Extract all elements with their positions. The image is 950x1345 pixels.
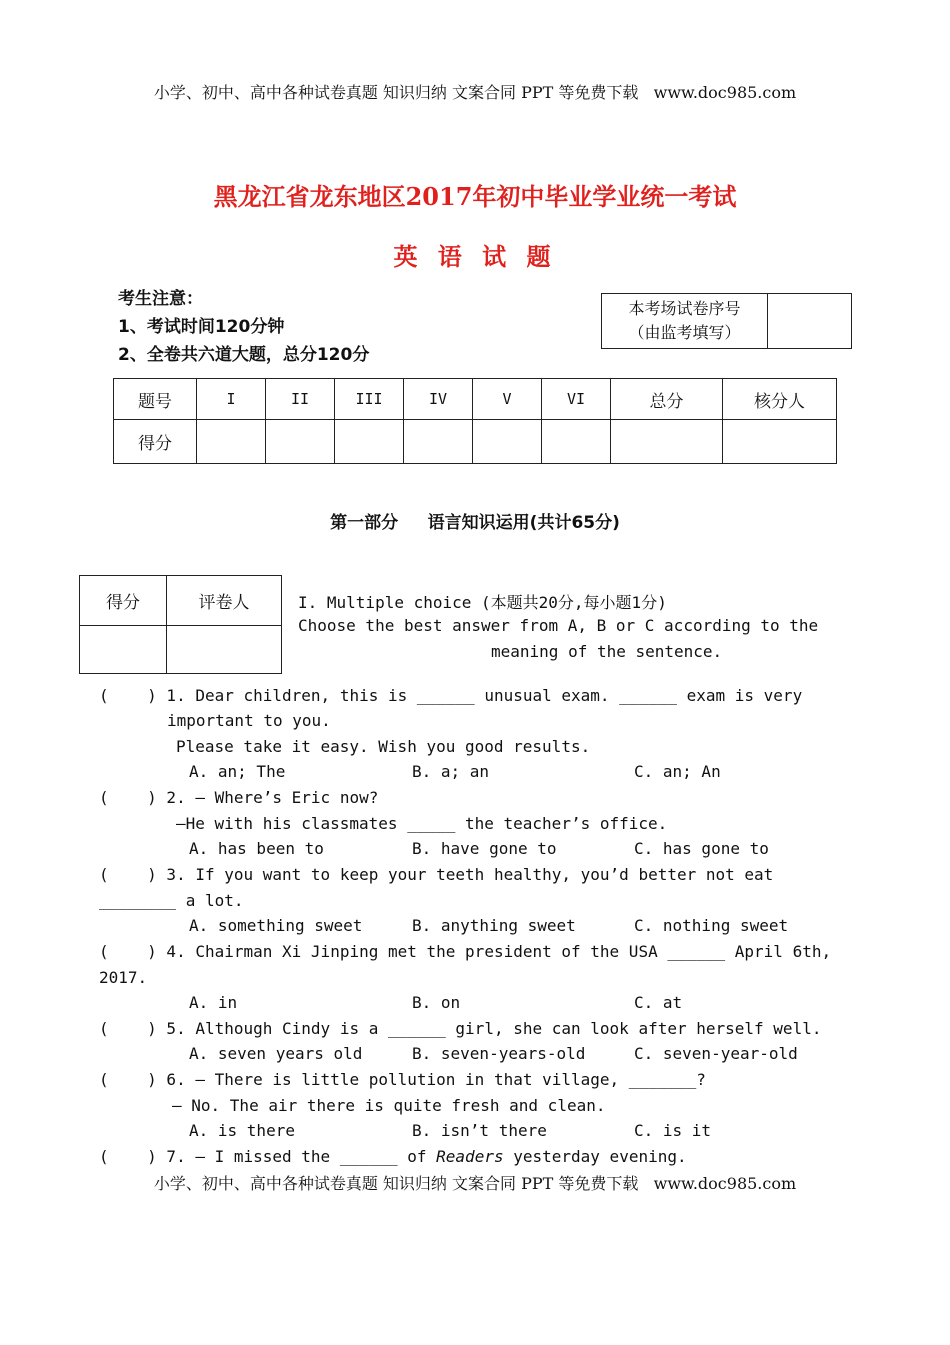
option-c[interactable]: C. nothing sweet — [634, 916, 789, 935]
question-stem: ( ) 6. — There is little pollution in that village, _______? — [99, 1070, 706, 1089]
option-b[interactable]: B. isn’t there — [412, 1121, 547, 1140]
score-header: 题号 — [114, 379, 197, 420]
notice-heading: 考生注意： — [118, 289, 203, 309]
serial-input-cell[interactable] — [768, 294, 852, 349]
option-b[interactable]: B. seven-years-old — [412, 1044, 586, 1063]
question-line: 2017. — [99, 968, 148, 987]
score-header: VI — [542, 379, 611, 420]
option-a[interactable]: A. seven years old — [189, 1044, 363, 1063]
score-cell[interactable] — [197, 420, 266, 464]
question-stem-7 — [99, 1147, 687, 1166]
option-a[interactable]: A. has been to — [189, 839, 324, 858]
notice-item: 2、全卷共六道大题，总分120分 — [118, 345, 370, 365]
score-cell[interactable] — [473, 420, 542, 464]
grader-score-label: 得分 — [80, 576, 167, 626]
grader-box — [79, 575, 282, 674]
option-a[interactable]: A. an; The — [189, 762, 286, 781]
score-table — [113, 378, 837, 464]
score-cell[interactable] — [404, 420, 473, 464]
score-cell[interactable] — [723, 420, 837, 464]
q7-after: yesterday evening. — [503, 1147, 687, 1166]
question-line: important to you. — [167, 711, 331, 730]
score-header: 总分 — [611, 379, 723, 420]
option-a[interactable]: A. is there — [189, 1121, 295, 1140]
question-line: —He with his classmates _____ the teacher’s office. — [176, 814, 668, 833]
score-header: 核分人 — [723, 379, 837, 420]
option-b[interactable]: B. have gone to — [412, 839, 557, 858]
score-header: I — [197, 379, 266, 420]
serial-number-box — [601, 293, 852, 349]
page-header: 小学、初中、高中各种试卷真题 知识归纳 文案合同 PPT 等免费下载 www.doc985.com — [153, 83, 797, 102]
grader-name-label: 评卷人 — [167, 576, 282, 626]
grader-name-cell[interactable] — [167, 626, 282, 674]
option-b[interactable]: B. anything sweet — [412, 916, 576, 935]
part1-title: I. Multiple choice (本题共20分,每小题1分) — [298, 593, 667, 612]
option-c[interactable]: C. has gone to — [634, 839, 769, 858]
notice-item: 1、考试时间120分钟 — [118, 317, 285, 337]
grader-score-cell[interactable] — [80, 626, 167, 674]
section-title: 第一部分 语言知识运用(共计65分) — [330, 513, 620, 533]
option-c[interactable]: C. an; An — [634, 762, 721, 781]
part1-instruction: meaning of the sentence. — [491, 642, 723, 661]
score-cell[interactable] — [335, 420, 404, 464]
serial-label-cell — [602, 294, 768, 349]
page-footer: 小学、初中、高中各种试卷真题 知识归纳 文案合同 PPT 等免费下载 www.doc985.com — [153, 1174, 797, 1193]
option-a[interactable]: A. in — [189, 993, 238, 1012]
question-stem: ( ) 5. Although Cindy is a ______ girl, she can look after herself well. — [99, 1019, 822, 1038]
q7-italic: Readers — [436, 1147, 504, 1166]
question-line: Please take it easy. Wish you good results. — [176, 737, 591, 756]
score-header: V — [473, 379, 542, 420]
serial-label-1: 本考场试卷序号 — [628, 299, 741, 318]
option-a[interactable]: A. something sweet — [189, 916, 363, 935]
question-stem: ( ) 2. — Where’s Eric now? — [99, 788, 379, 807]
question-line: ________ a lot. — [99, 891, 244, 910]
q7-before: ( ) 7. — I missed the ______ of — [99, 1147, 437, 1166]
score-header: II — [266, 379, 335, 420]
question-line: — No. The air there is quite fresh and clean. — [172, 1096, 606, 1115]
option-b[interactable]: B. on — [412, 993, 461, 1012]
score-row-label: 得分 — [114, 420, 197, 464]
score-cell[interactable] — [266, 420, 335, 464]
exam-title: 黑龙江省龙东地区2017年初中毕业学业统一考试 — [213, 182, 737, 211]
serial-label-2: （由监考填写） — [628, 323, 741, 342]
option-c[interactable]: C. is it — [634, 1121, 712, 1140]
exam-subtitle: 英 语 试 题 — [393, 242, 557, 271]
part1-instruction: Choose the best answer from A, B or C according to the — [298, 616, 819, 635]
score-cell[interactable] — [611, 420, 723, 464]
option-c[interactable]: C. seven-year-old — [634, 1044, 798, 1063]
option-b[interactable]: B. a; an — [412, 762, 490, 781]
score-header: IV — [404, 379, 473, 420]
question-stem: ( ) 4. Chairman Xi Jinping met the president of the USA ______ April 6th, — [99, 942, 832, 961]
score-cell[interactable] — [542, 420, 611, 464]
question-stem: ( ) 3. If you want to keep your teeth healthy, you’d better not eat — [99, 865, 774, 884]
score-header: III — [335, 379, 404, 420]
question-stem: ( ) 1. Dear children, this is ______ unusual exam. ______ exam is very — [99, 686, 803, 705]
option-c[interactable]: C. at — [634, 993, 683, 1012]
